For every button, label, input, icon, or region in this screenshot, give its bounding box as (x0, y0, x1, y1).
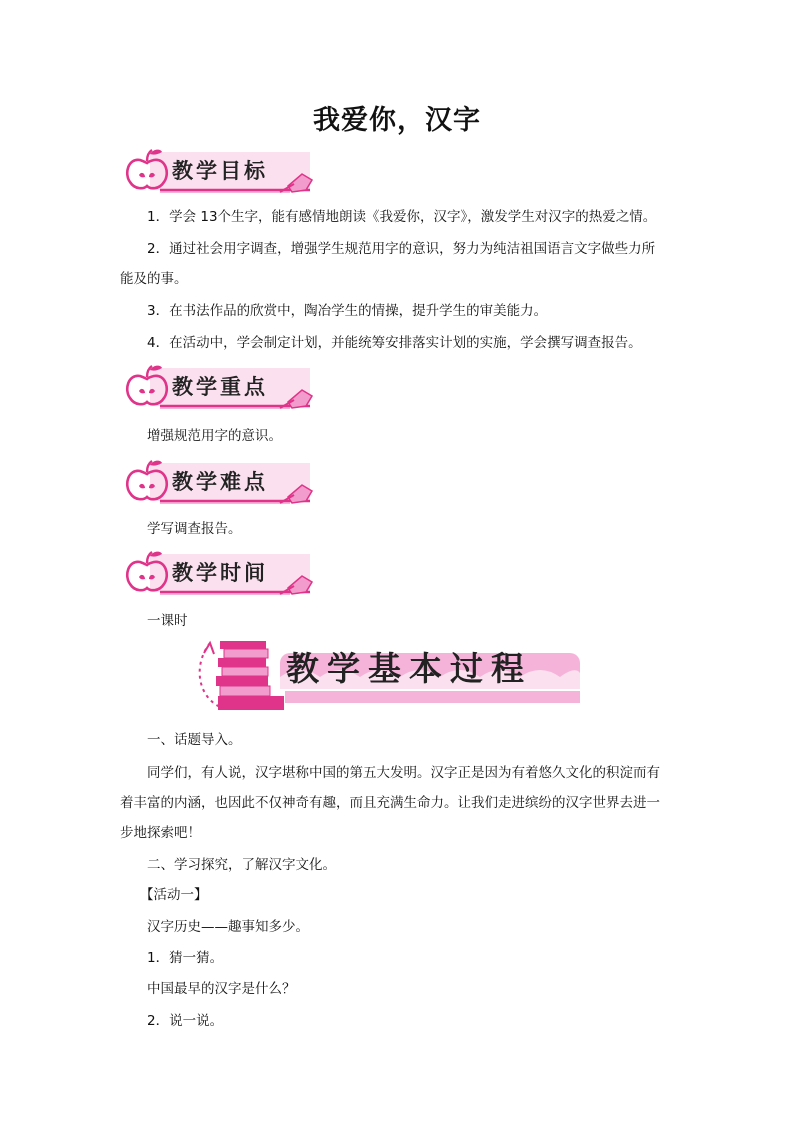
process-heading: 教学基本过程 (286, 649, 532, 688)
process-line-5: 二、学习探究，了解汉字文化。 (147, 857, 336, 873)
process-line-10: 2．说一说。 (147, 1013, 224, 1029)
section-heading-difficulties (120, 457, 315, 505)
process-line-3: 着丰富的内涵，也因此不仅神奇有趣，而且充满生命力。让我们走进缤纷的汉字世界去进一 (120, 795, 660, 811)
process-line-9: 中国最早的汉字是什么？ (147, 981, 296, 997)
section-heading-time (120, 548, 315, 596)
section-heading-goals (120, 146, 315, 194)
section-heading-label: 教学难点 (172, 470, 268, 494)
section-heading-label: 教学目标 (172, 159, 268, 183)
difficulties-text: 学写调查报告。 (147, 521, 242, 537)
section-heading-label: 教学时间 (172, 561, 268, 585)
keypoints-text: 增强规范用字的意识。 (147, 428, 282, 444)
process-line-1: 一、话题导入。 (147, 732, 242, 748)
page-title: 我爱你，汉字 (313, 105, 481, 136)
section-heading-label: 教学重点 (172, 375, 268, 399)
goal-line-3: 3．在书法作品的欣赏中，陶冶学生的情操，提升学生的审美能力。 (147, 303, 548, 319)
process-banner (190, 633, 590, 715)
goal-line-2-cont: 能及的事。 (120, 271, 188, 287)
goal-line-1: 1．学会 13个生字，能有感情地朗读《我爱你，汉字》，激发学生对汉字的热爱之情。 (147, 209, 657, 225)
process-line-2: 同学们，有人说，汉字堪称中国的第五大发明。汉字正是因为有着悠久文化的积淀而有 (147, 765, 660, 781)
process-line-8: 1．猜一猜。 (147, 950, 224, 966)
goal-line-4: 4．在活动中，学会制定计划，并能统筹安排落实计划的实施，学会撰写调查报告。 (147, 335, 642, 351)
process-line-4: 步地探索吧！ (120, 825, 201, 841)
process-line-6: 【活动一】 (140, 887, 208, 903)
section-heading-keypoints (120, 362, 315, 410)
time-text: 一课时 (147, 613, 188, 629)
process-line-7: 汉字历史——趣事知多少。 (147, 919, 309, 935)
goal-line-2: 2．通过社会用字调查，增强学生规范用字的意识，努力为纯洁祖国语言文字做些力所 (147, 241, 656, 257)
